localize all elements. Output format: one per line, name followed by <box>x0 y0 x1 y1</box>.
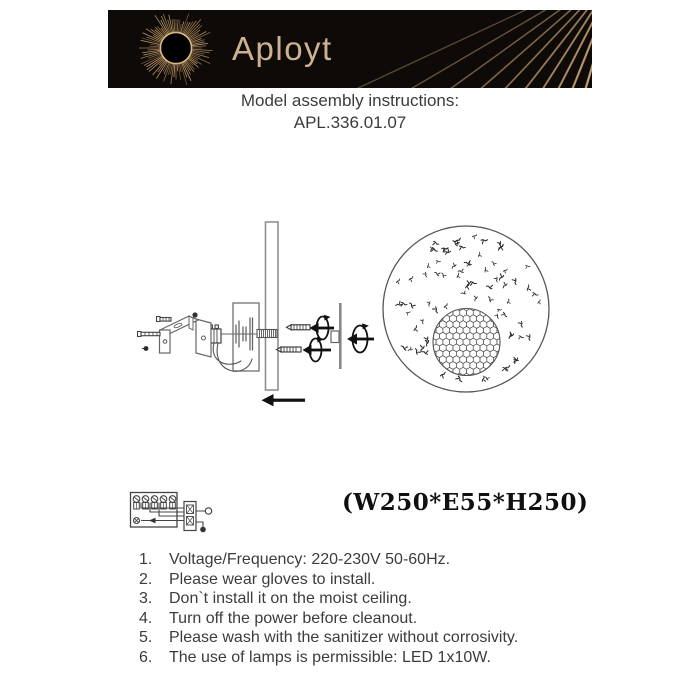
sunburst-logo-icon <box>114 10 226 88</box>
instruction-item <box>139 648 518 668</box>
instruction-number: 2. <box>139 570 153 588</box>
instruction-number: 3. <box>139 590 153 608</box>
instruction-text: Voltage/Frequency: 220-230V 50-60Hz. <box>169 551 451 568</box>
instruction-text: The use of lamps is permissible: LED 1x10W. <box>169 648 491 666</box>
brand-name: Aployt <box>232 30 333 67</box>
instruction-text: Turn off the power before cleanout. <box>169 609 418 627</box>
instruction-text: Don`t install it on the moist ceiling. <box>169 590 412 608</box>
instruction-item <box>139 628 518 648</box>
instructions-list <box>139 550 518 668</box>
instruction-item <box>139 589 518 609</box>
instruction-text: Please wash with the sanitizer without corrosivity. <box>169 629 519 647</box>
instruction-text: Please wear gloves to install. <box>169 570 376 588</box>
instruction-number: 6. <box>139 648 153 666</box>
title-line: Model assembly instructions: <box>240 91 460 110</box>
fan-rays-icon <box>322 10 592 88</box>
instruction-item <box>139 570 518 590</box>
instruction-number: 1. <box>139 551 153 568</box>
brand-banner <box>108 10 592 88</box>
dimensions-label: (W250*E55*H250) <box>342 489 589 516</box>
wiring-terminal-diagram <box>124 486 219 538</box>
model-code: APL.336.01.07 <box>293 113 407 132</box>
instruction-item <box>139 609 518 629</box>
lamp-front-view-diagram <box>378 220 554 398</box>
assembly-exploded-diagram <box>120 212 380 412</box>
wall-panel <box>266 222 279 390</box>
push-direction-arrow <box>272 399 305 402</box>
instruction-item <box>139 550 518 570</box>
instruction-number: 5. <box>139 629 153 647</box>
instruction-number: 4. <box>139 609 153 627</box>
page-title <box>0 91 700 133</box>
